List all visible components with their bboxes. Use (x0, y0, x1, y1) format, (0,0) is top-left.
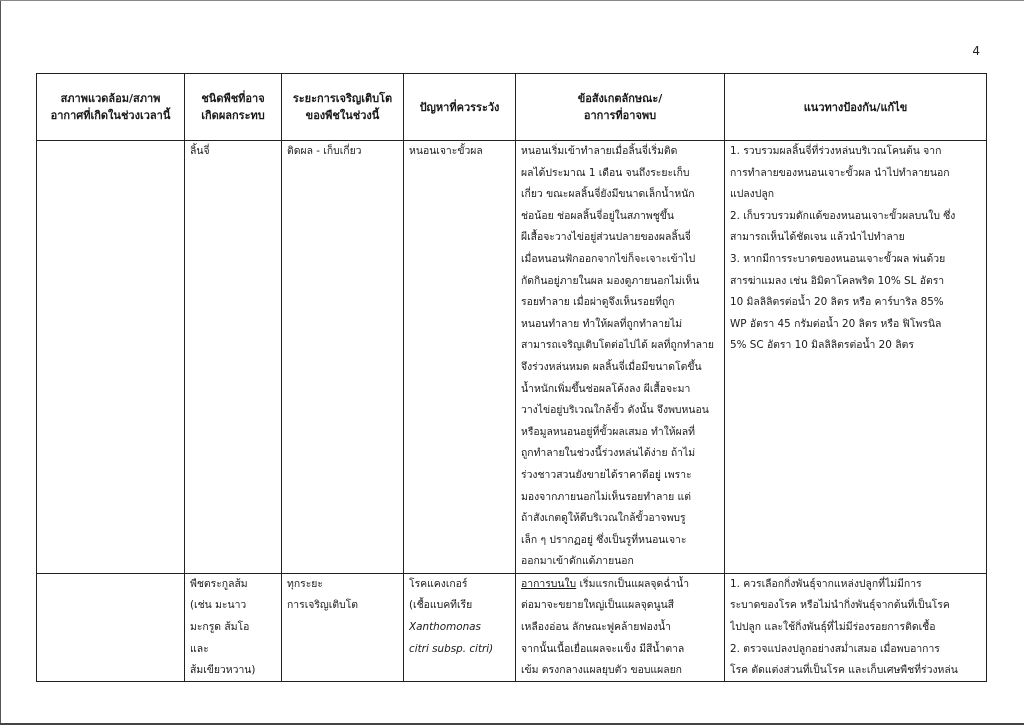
table-row (37, 573, 987, 681)
problem-pathogen: Xanthomonas citri subsp. citri) (409, 621, 494, 655)
advisory-table (36, 73, 987, 682)
cell-prevention: 1. รวบรวมผลลิ้นจี่ที่ร่วงหล่นบริเวณโคนต้น จาก การทำลายของหนอนเจาะขั้วผล นำไปทำลายนอก แปลงปลูก 2. เก็บรวบรวมดักแด้ของหนอนเจาะขั้วผลบนใบ ซึ่ง สามารถเห็นได้ชัดเจน แล้วนำไปทำลาย 3. หากมีการระบาดของหนอนเจาะขั้วผล พ่นด้วย สารฆ่าแมลง เช่น อิมิดาโคลพริด 10% SL อัตรา 10 มิลลิลิตรต่อน้ำ 20 ลิตร หรือ คาร์บาริล 85% WP อัตรา 45 กรัมต่อน้ำ 20 ลิตร หรือ ฟิโพรนิล 5% SC อัตรา 10 มิลลิลิตรต่อน้ำ 20 ลิตร (725, 141, 987, 574)
cell-growth-stage (282, 573, 404, 681)
page-number: 4 (972, 44, 980, 58)
cell-crop-text: พืชตระกูลส้ม (เช่น มะนาว มะกรูด ส้มโอ และ ส้มเขียวหวาน) (190, 577, 256, 677)
table-header-row (37, 74, 987, 141)
cell-prevention-text: 1. ควรเลือกกิ่งพันธุ์จากแหล่งปลูกที่ไม่มีการ ระบาดของโรค หรือไม่นำกิ่งพันธุ์จากต้นที่เป็นโรค ไปปลูก และใช้กิ่งพันธุ์ที่ไม่มีร่องรอยการติดเชื้อ 2. ตรวจแปลงปลูกอย่างสม่ำเสมอ เมื่อพบอาการ โรค ตัดแต่งส่วนที่เป็นโรค และเก็บเศษพืชที่ร่วงหล่น (730, 577, 958, 677)
cell-environment (37, 573, 185, 681)
header-crop: ชนิดพืชที่อาจ เกิดผลกระทบ (185, 74, 282, 141)
cell-symptoms (516, 573, 725, 681)
header-prevention: แนวทางป้องกัน/แก้ไข (725, 74, 987, 141)
header-environment: สภาพแวดล้อม/สภาพ อากาศที่เกิดในช่วงเวลานี้ (37, 74, 185, 141)
symptom-text: เริ่มแรกเป็นแผลจุดฉ่ำน้ำ ต่อมาจะขยายใหญ่เป็นแผลจุดนูนสี เหลืองอ่อน ลักษณะฟูคล้ายฟองน้ำ จากนั้นเนื้อเยื่อแผลจะแข็ง มีสีน้ำตาล เข้ม ตรงกลางแผลยุบตัว ขอบแผลยก (521, 577, 690, 677)
cell-prevention (725, 573, 987, 681)
cell-problem: หนอนเจาะขั้วผล (404, 141, 516, 574)
problem-cause: (เชื้อแบคทีเรีย (409, 599, 473, 612)
symptom-heading: อาการบนใบ (521, 577, 577, 590)
header-growth-stage: ระยะการเจริญเติบโต ของพืชในช่วงนี้ (282, 74, 404, 141)
header-problem: ปัญหาที่ควรระวัง (404, 74, 516, 141)
page-edge-left (0, 0, 1, 725)
problem-name: โรคแคงเกอร์ (409, 577, 468, 590)
cell-crop (185, 573, 282, 681)
cell-environment (37, 141, 185, 574)
cell-growth-stage: ติดผล - เก็บเกี่ยว (282, 141, 404, 574)
page-edge-top (0, 0, 1024, 1)
cell-problem (404, 573, 516, 681)
cell-growth-stage-text: ทุกระยะ การเจริญเติบโต (287, 577, 359, 612)
cell-symptoms: หนอนเริ่มเข้าทำลายเมื่อลิ้นจี่เริ่มติด ผลได้ประมาณ 1 เดือน จนถึงระยะเก็บ เกี่ยว ขณะผลลิ้นจี่ยังมีขนาดเล็กน้ำหนัก ช่อน้อย ช่อผลลิ้นจี่อยู่ในสภาพชูขึ้น ผีเสื้อจะวางไข่อยู่ส่วนปลายของผลลิ้นจี่ เมื่อหนอนฟักออกจากไข่ก็จะเจาะเข้าไป กัดกินอยู่ภายในผล มองดูภายนอกไม่เห็น รอยทำลาย เมื่อผ่าดูจึงเห็นรอยที่ถูก หนอนทำลาย ทำให้ผลที่ถูกทำลายไม่ สามารถเจริญเติบโตต่อไปได้ ผลที่ถูกทำลาย จึงร่วงหล่นหมด ผลลิ้นจี่เมื่อมีขนาดโตขึ้น น้ำหนักเพิ่มขึ้นช่อผลโค้งลง ผีเสื้อจะมา วางไข่อยู่บริเวณใกล้ขั้ว ดังนั้น จึงพบหนอน หรือมูลหนอนอยู่ที่ขั้วผลเสมอ ทำให้ผลที่ ถูกทำลายในช่วงนี้ร่วงหล่นได้ง่าย ถ้าไม่ ร่วงชาวสวนยังขายได้ราคาดีอยู่ เพราะ มองจากภายนอกไม่เห็นรอยทำลาย แต่ ถ้าสังเกตดูให้ดีบริเวณใกล้ขั้วอาจพบรู เล็ก ๆ ปรากฏอยู่ ซึ่งเป็นรูที่หนอนเจาะ ออกมาเข้าดักแด้ภายนอก (516, 141, 725, 574)
table-row (37, 141, 987, 574)
header-symptoms: ข้อสังเกตลักษณะ/ อาการที่อาจพบ (516, 74, 725, 141)
cell-crop: ลิ้นจี่ (185, 141, 282, 574)
